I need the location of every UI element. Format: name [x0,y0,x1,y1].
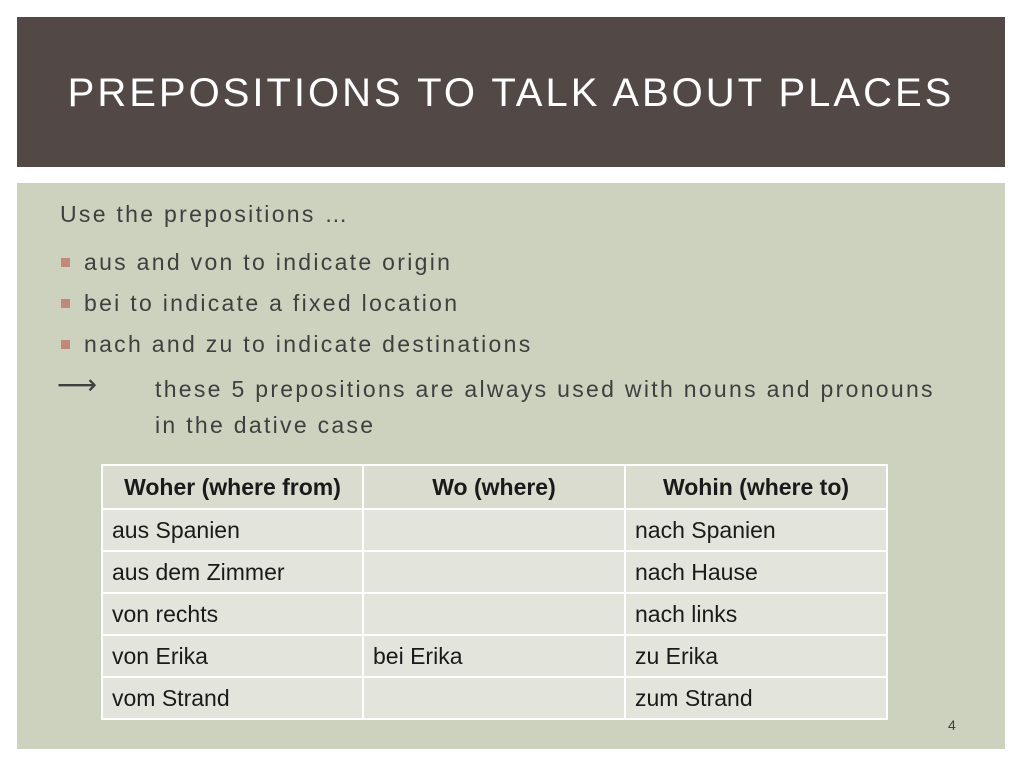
table-cell [363,551,625,593]
bullet-item [60,283,533,324]
header-woher: Woher (where from) [102,465,363,509]
bullet-text: bei to indicate a fixed location [84,290,460,316]
table-cell: zu Erika [625,635,887,677]
slide-title: PREPOSITIONS TO TALK ABOUT PLACES [67,70,955,115]
intro-text: Use the prepositions … [60,201,350,227]
table-cell [363,509,625,551]
table-cell: nach Hause [625,551,887,593]
table-cell: aus Spanien [102,509,363,551]
square-bullet-icon [61,340,70,349]
page-number: 4 [948,717,956,733]
table-cell: bei Erika [363,635,625,677]
header-wo: Wo (where) [363,465,625,509]
title-bar [17,17,1005,167]
table-row [102,635,887,677]
arrow-note-text: these 5 prepositions are always used with nouns and pronouns in the dative case [155,376,935,438]
square-bullet-icon [61,258,70,267]
bullet-item [60,324,533,365]
table-row [102,677,887,719]
table-cell [363,677,625,719]
table-cell: zum Strand [625,677,887,719]
table-cell: nach links [625,593,887,635]
bullet-list [60,242,533,365]
table-header-row [102,465,887,509]
square-bullet-icon [61,299,70,308]
header-wohin: Wohin (where to) [625,465,887,509]
bullet-text: aus and von to indicate origin [84,249,453,275]
table-row [102,551,887,593]
long-right-arrow-icon: ⟶ [57,368,98,401]
table-cell [363,593,625,635]
table-row [102,509,887,551]
table-cell: von Erika [102,635,363,677]
table-cell: aus dem Zimmer [102,551,363,593]
bullet-item [60,242,533,283]
table-cell: vom Strand [102,677,363,719]
prepositions-table [101,464,888,720]
table-cell: von rechts [102,593,363,635]
table-row [102,593,887,635]
bullet-text: nach and zu to indicate destinations [84,331,533,357]
table-cell: nach Spanien [625,509,887,551]
